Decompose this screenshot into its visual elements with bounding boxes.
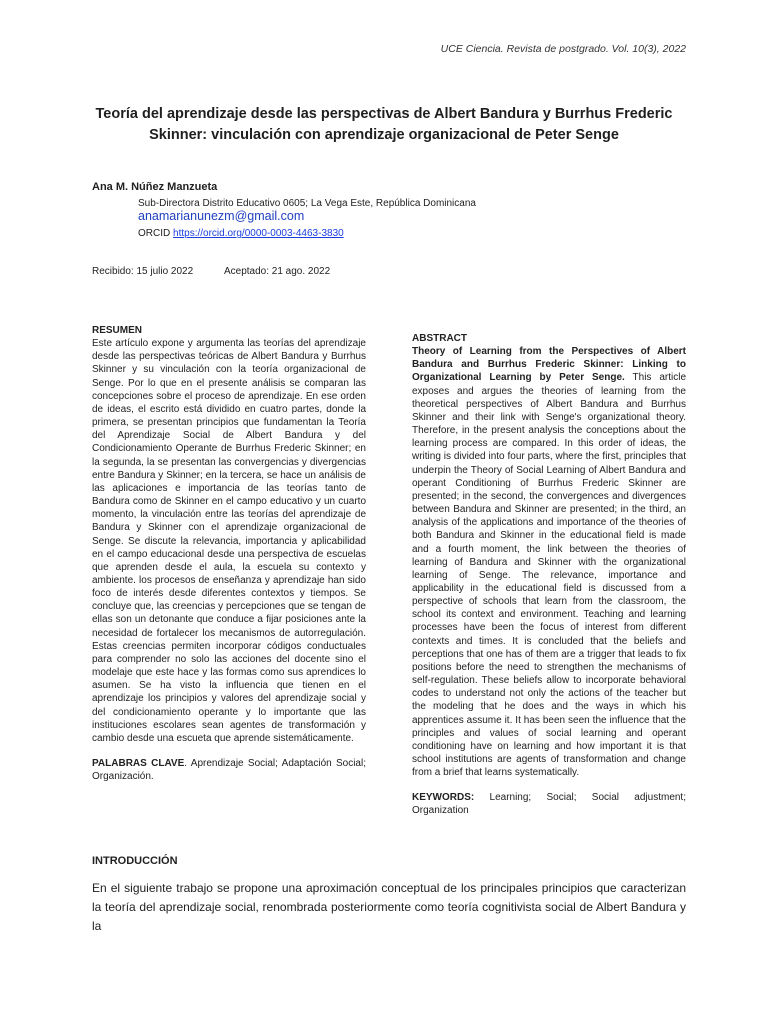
palabras-clave — [92, 757, 366, 783]
intro-paragraph: En el siguiente trabajo se propone una aproximación conceptual de los principales principios que caracterizan la teoría del aprendizaje social, renombrada posteriormente como teoría cognitivista social de Albert Bandura y la — [92, 881, 686, 933]
intro-heading: INTRODUCCIÓN — [92, 855, 178, 867]
article-title: Teoría del aprendizaje desde las perspectivas de Albert Bandura y Burrhus Frederic Skinner: vinculación con aprendizaje organizacional de Peter Senge — [95, 106, 673, 143]
abstract-text: This article exposes and argues the theories of learning from the theoretical perspectives of Albert Bandura and Burrhus Skinner and their link with Senge's organizational theory. Therefore, in the present analysis the conceptions about the learning process are compared. In this order of ideas, the writing is divided into four parts, where the first, principles that underpin the Theory of Social Learning of Albert Bandura and operant Conditioning of Burrhus Frederic Skinner are presented; in the second, the convergences and divergences between Bandura and Skinner are presented; in the third, an analysis of the applications and importance of the theories of both Bandura and Skinner in the educational field is made and a fourth moment, the link between the theories of learning of Bandura and Skinner with the organizational learning of Senge. The relevance, importance and applicability in the educational field is discussed from a perspective of schools that learn from the classroom, the school its context and environment. Teaching and learning processes have been the focus of interest from different contexts and times. It is concluded that the beliefs and perceptions that one has of them are a trigger that leads to fix positions before the need to strengthen the mechanisms of self-regulation. These beliefs allow to incorporate behavioral codes to understand not only the actions of the teacher but the modeling that he does and the ways in which his apprentices assume it. It has been seen the influence that the principles and values of social learning and operant conditioning have on learning and how important it is that school institutions are agents of transformation and change from a brief that learns systematically. — [412, 372, 686, 779]
author-affiliation: Sub-Directora Distrito Educativo 0605; La Vega Este, República Dominicana — [138, 198, 476, 209]
author-orcid — [138, 227, 344, 240]
abstract-column — [412, 332, 686, 818]
resumen-heading: RESUMEN — [92, 325, 143, 336]
author-email[interactable]: anamarianunezm@gmail.com — [138, 209, 305, 223]
orcid-label: ORCID — [138, 228, 171, 239]
keywords-label: KEYWORDS: — [412, 792, 475, 804]
palabras-clave-label: PALABRAS CLAVE — [92, 758, 185, 769]
keywords-values: Learning; Social; Social adjustment; Organization — [412, 792, 686, 817]
abstract-heading: ABSTRACT — [412, 333, 467, 344]
abstract-body — [412, 345, 686, 779]
author-name: Ana M. Núñez Manzueta — [92, 181, 218, 193]
keywords — [412, 791, 686, 817]
received-date: Recibido: 15 julio 2022 — [92, 266, 194, 277]
article-dates — [92, 266, 330, 277]
orcid-link[interactable]: https://orcid.org/0000-0003-4463-3830 — [173, 228, 344, 239]
resumen-text: Este artículo expone y argumenta las teorías del aprendizaje desde las perspectivas teóricas de Albert Bandura y Burrhus Skinner y su vinculación con la teoría organizacional de Senge. Por lo que en el presente análisis se comparan las concepciones sobre el proceso de aprendizaje. En ese orden de ideas, el escrito está dividido en cuatro partes, donde la primera, se presentan principios que fundamentan la Teoría del Aprendizaje Social de Albert Bandura y del Condicionamiento Operante de Burrhus Frederic Skinner; en la segunda, la se presentan las convergencias y divergencias entre Bandura y Skinner; en la tercera, se hace un análisis de las aplicaciones e importancia de las teorías tanto de Bandura como de Skinner en el campo educativo y un cuarto momento, la vinculación entre las teorías del aprendizaje de Bandura y Skinner con el aprendizaje organizacional de Senge. Se discute la relevancia, importancia y aplicabilidad en el campo educacional desde una perspectiva de escuelas que aprenden desde el aula, la escuela su contexto y ambiente. los procesos de enseñanza y aprendizaje han sido foco de interés desde diferentes contextos y tiempos. Se concluye que, las creencias y percepciones que se tengan de ellas son un detonante que conduce a fijar posiciones ante la necesidad de fortalecer los mecanismos de autorregulación. Estas creencias permiten incorporar códigos conductuales para comprender no solo las acciones del docente sino el modelaje que este hace y las formas como sus aprendices lo asumen. Se ha visto la influencia que tienen en el aprendizaje los principios y valores del aprendizaje social y del condicionamiento operante y lo importante que las instituciones escolares sean agentes de transformación y cambio desde una escueta que aprende sistemáticamente. — [92, 338, 366, 744]
abstract-title: Theory of Learning from the Perspectives of Albert Bandura and Burrhus Frederic Skinner: Linking to Organizational Learning by Peter Senge. — [412, 346, 686, 384]
accepted-date: Aceptado: 21 ago. 2022 — [223, 266, 331, 277]
journal-header: UCE Ciencia. Revista de postgrado. Vol. 10(3), 2022 — [440, 43, 686, 55]
resumen-column — [92, 324, 366, 783]
palabras-clave-values: . Aprendizaje Social; Adaptación Social; Organización. — [92, 758, 366, 783]
